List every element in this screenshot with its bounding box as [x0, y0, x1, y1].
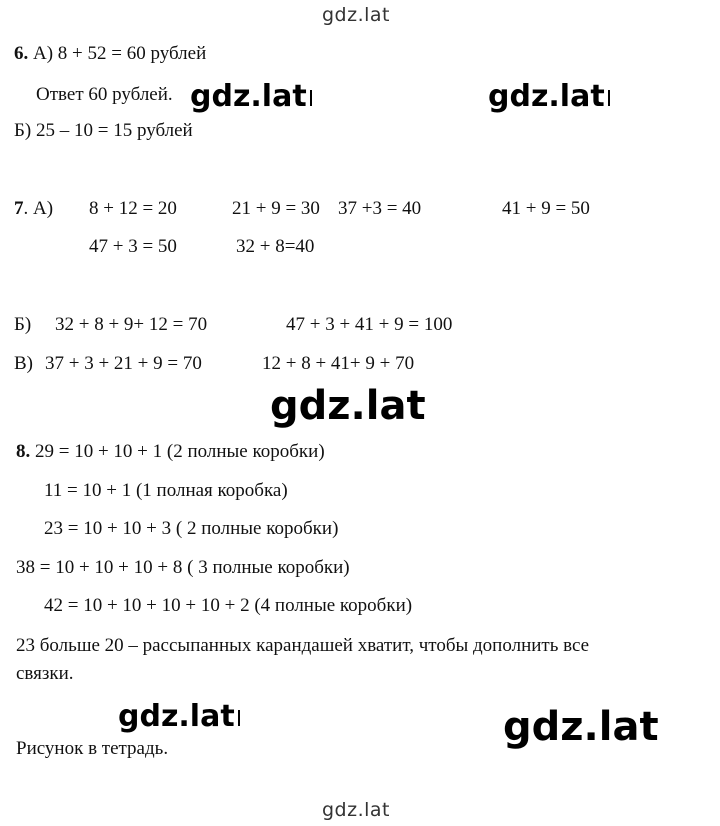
watermark: gdz.lat: [488, 82, 610, 112]
watermark-bar: [238, 710, 240, 727]
task8-number: 8.: [16, 441, 31, 462]
equation: 47 + 3 + 41 + 9 = 100: [286, 314, 453, 335]
watermark-large: gdz.lat: [503, 704, 659, 750]
task7-a-row1: [14, 199, 714, 221]
task8-line1: [16, 442, 325, 461]
task6-answer: Ответ 60 рублей.: [36, 84, 173, 105]
task8-conclusion-line1: 23 больше 20 – рассыпанных карандашей хватит, чтобы дополнить все: [16, 635, 590, 656]
task7-number: 7: [14, 198, 24, 219]
task8-line3: 23 = 10 + 10 + 3 ( 2 полные коробки): [44, 518, 339, 539]
task6-line-a: [14, 44, 206, 63]
task8-line4: 38 = 10 + 10 + 10 + 8 ( 3 полные коробки): [16, 557, 350, 578]
equation: 8 + 12 = 20: [89, 198, 177, 219]
watermark-bar: [310, 90, 312, 107]
equation: 37 +3 = 40: [338, 198, 422, 219]
watermark: gdz.lat: [118, 702, 240, 732]
task7-a-label: . А): [23, 198, 54, 219]
equation: 41 + 9 = 50: [502, 198, 590, 219]
watermark-top: gdz.lat: [322, 4, 391, 26]
task8-line5: 42 = 10 + 10 + 10 + 10 + 2 (4 полные коробки): [44, 595, 413, 616]
task6-a: А) 8 + 52 = 60 рублей: [33, 43, 207, 64]
task7-b-label: Б): [14, 314, 32, 335]
watermark: gdz.lat: [190, 82, 312, 112]
task7-v-label: В): [14, 353, 33, 374]
task6-number: 6.: [14, 43, 29, 64]
task8-conclusion-line2: связки.: [16, 663, 74, 684]
equation: 32 + 8 + 9+ 12 = 70: [55, 314, 208, 335]
equation: 32 + 8=40: [236, 236, 315, 257]
equation: 37 + 3 + 21 + 9 = 70: [45, 353, 202, 374]
equation: 12 + 8 + 41+ 9 + 70: [262, 353, 415, 374]
task8-drawing-note: Рисунок в тетрадь.: [16, 738, 169, 759]
watermark-bottom: gdz.lat: [322, 799, 391, 821]
task6-b: Б) 25 – 10 = 15 рублей: [14, 120, 193, 141]
watermark-large: gdz.lat: [270, 383, 426, 429]
task7-b: [14, 315, 714, 337]
equation: 29 = 10 + 10 + 1 (2 полные коробки): [35, 441, 325, 462]
equation: 21 + 9 = 30: [232, 198, 320, 219]
task8-line2: 11 = 10 + 1 (1 полная коробка): [44, 480, 288, 501]
equation: 47 + 3 = 50: [89, 236, 177, 257]
task7-v: [14, 354, 714, 376]
watermark-bar: [608, 90, 610, 107]
task7-a-row2: [14, 237, 714, 259]
